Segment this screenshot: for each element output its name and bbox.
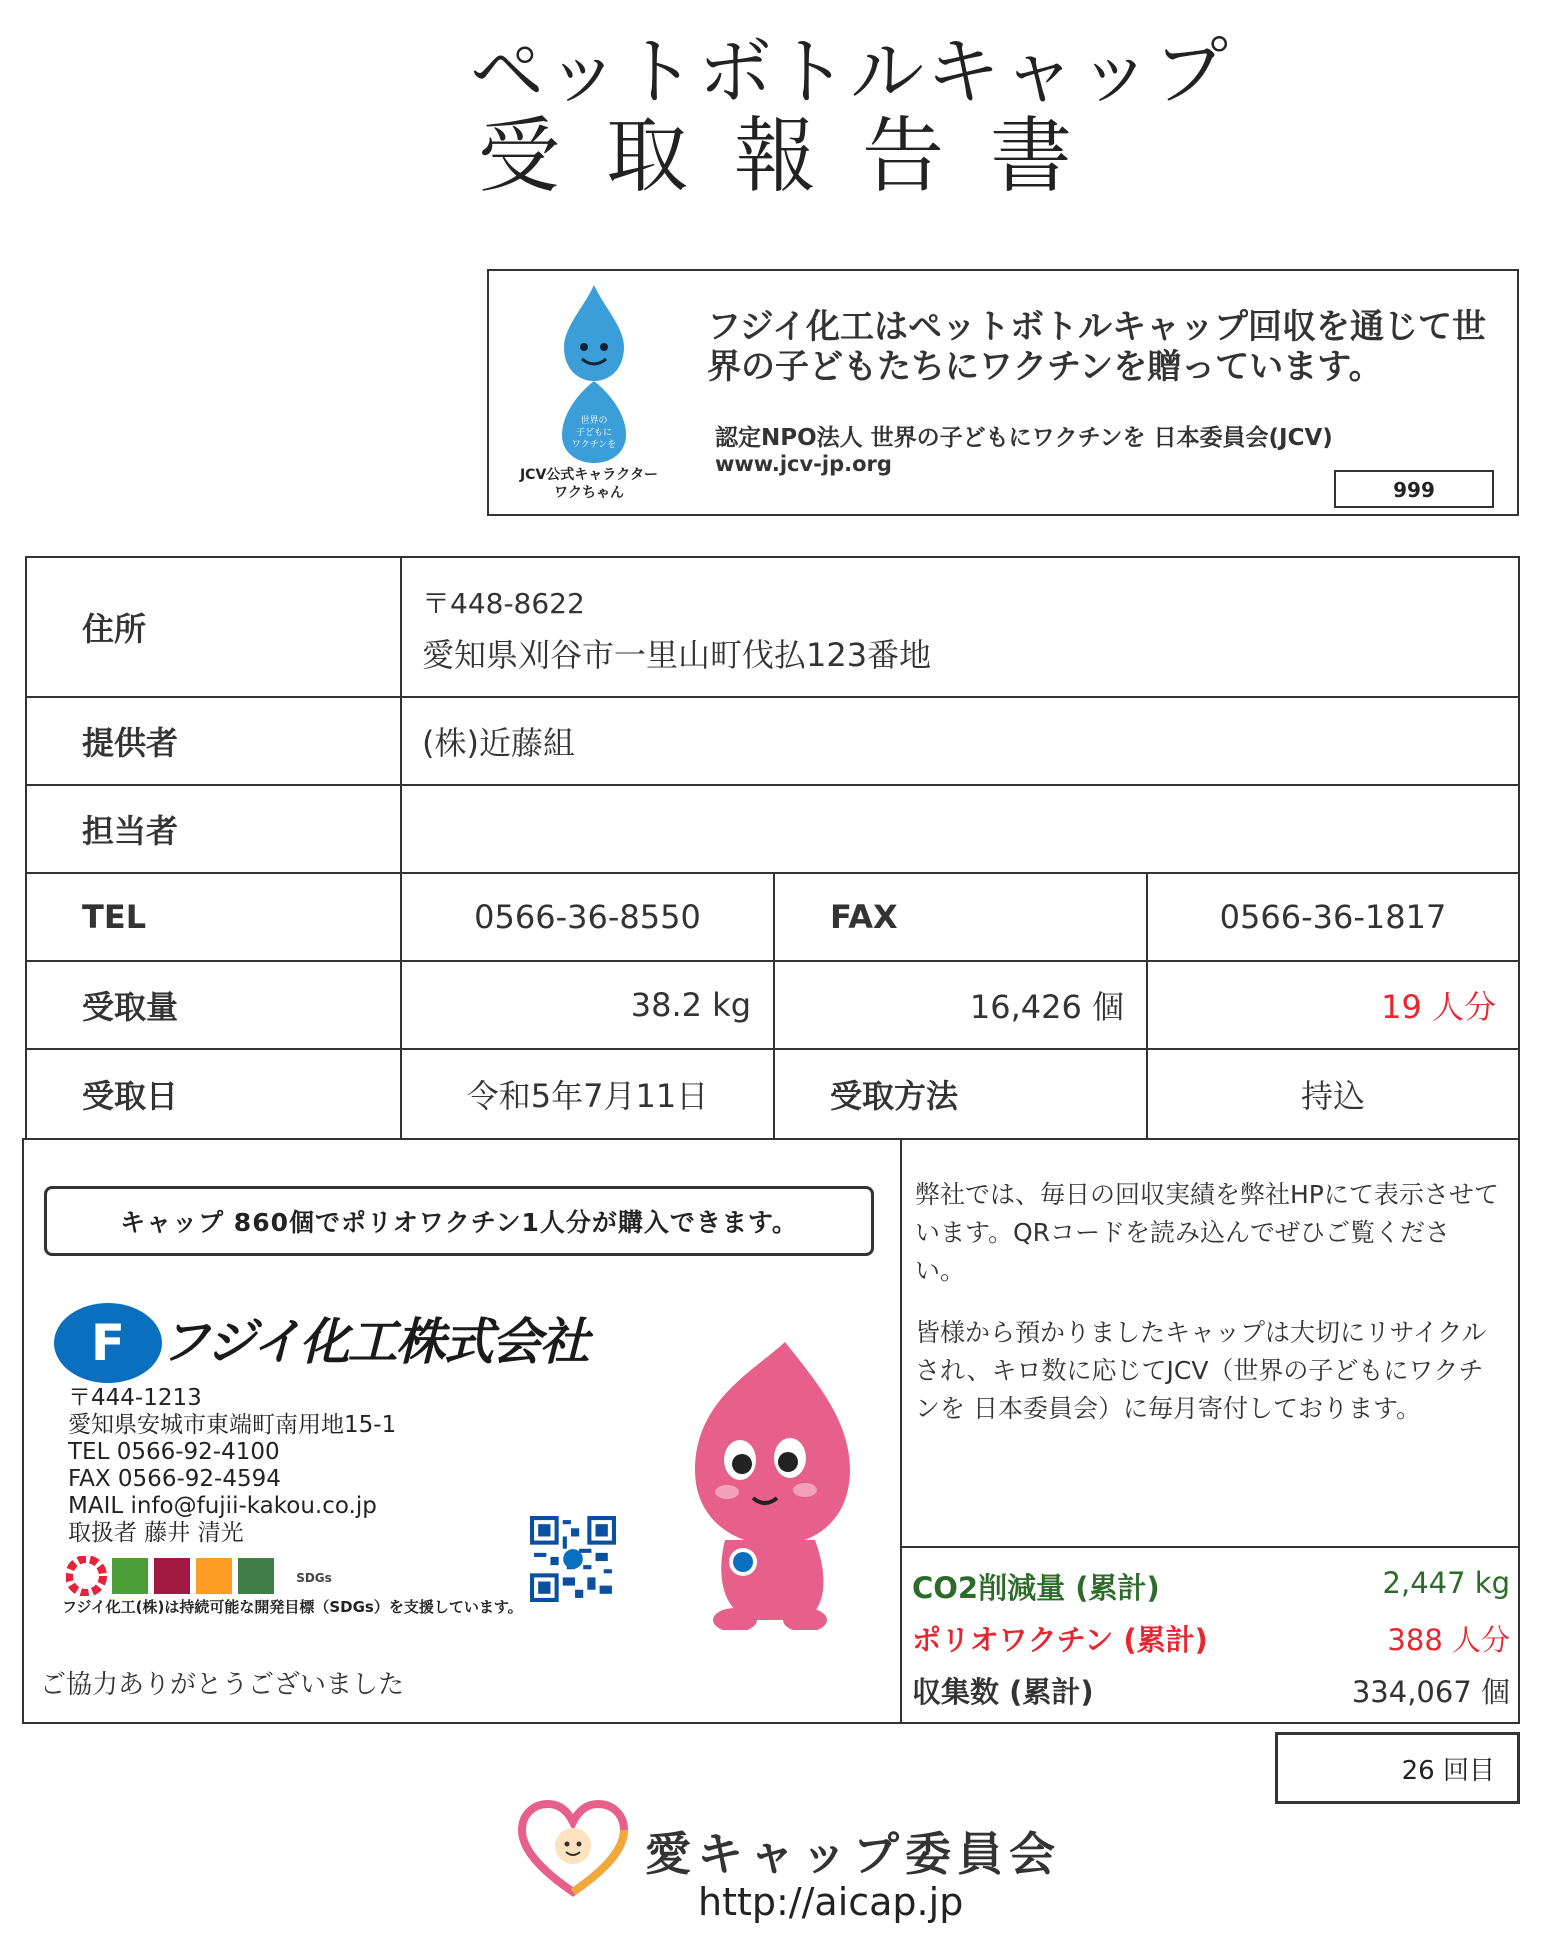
company-handler: 取扱者 藤井 清光 [68,1520,244,1546]
provider-label: 提供者 [25,696,402,786]
co2-value: 2,447 kg [1382,1566,1510,1600]
company-tel: TEL 0566-92-4100 [68,1439,280,1465]
amount-label: 受取量 [25,960,402,1050]
qr-code-icon[interactable] [530,1516,616,1602]
notice-box: キャップ 860個でポリオワクチン1人分が購入できます。 [44,1186,874,1256]
weight-value: 38.2 kg [400,960,775,1050]
svg-text:子どもに: 子どもに [575,428,613,438]
svg-text:SDGs: SDGs [296,1571,332,1585]
pink-mascot-icon [665,1330,865,1630]
date-value: 令和5年7月11日 [400,1048,775,1140]
provider-value: (株)近藤組 [400,696,1520,786]
method-label: 受取方法 [773,1048,1148,1140]
aicap-name: 愛キャップ委員会 [645,1827,1061,1881]
svg-text:世界の: 世界の [580,416,608,426]
company-name: フジイ化工株式会社 [160,1313,588,1371]
jcv-message: フジイ化工はペットボトルキャップ回収を通じて世界の子どもたちにワクチンを贈っています。 [707,307,1486,387]
aicap-heart-icon [518,1800,628,1900]
collected-value: 334,067 個 [1351,1675,1510,1709]
title-line-1: ペットボトルキャップ [470,29,1230,115]
contact-label: 担当者 [25,784,402,874]
company-fax: FAX 0566-92-4594 [68,1466,281,1492]
report-count: 26 回目 [1275,1732,1520,1804]
address-cell [400,556,1520,698]
people-value: 19 人分 [1146,960,1520,1050]
aicap-url[interactable]: http://aicap.jp [698,1880,964,1924]
thanks-message: ご協力ありがとうございました [40,1670,405,1700]
collected-label: 収集数 (累計) [912,1675,1094,1709]
sdgs-caption: フジイ化工(株)は持続可能な開発目標（SDGs）を支援しています。 [62,1598,523,1616]
address-value: 愛知県刈谷市一里山町伐払123番地 [422,636,932,674]
polio-label: ポリオワクチン (累計) [912,1623,1208,1657]
mascot-caption-2: ワクちゃん [554,485,624,501]
contact-value [400,784,1520,874]
company-mail[interactable]: MAIL info@fujii-kakou.co.jp [68,1493,377,1519]
svg-text:ワクチンを: ワクチンを [571,440,617,450]
fax-label: FAX [773,872,1148,962]
jcv-banner [487,269,1519,516]
tel-value: 0566-36-8550 [400,872,775,962]
jcv-number-box: 999 [1334,470,1494,508]
divider [900,1546,1520,1548]
date-label: 受取日 [25,1048,402,1140]
polio-value: 388 人分 [1387,1623,1510,1657]
postal-code: 〒448-8622 [422,587,585,620]
notes-paragraph-2: 皆様から預かりましたキャップは大切にリサイクルされ、キロ数に応じてJCV（世界の子どもにワクチンを 日本委員会）に毎月寄付しております。 [915,1318,1487,1423]
method-value: 持込 [1146,1048,1520,1140]
notes-paragraph-1: 弊社では、毎日の回収実績を弊社HPにて表示させています。QRコードを読み込んでぜひご覧ください。 [915,1180,1499,1285]
fax-value: 0566-36-1817 [1146,872,1520,962]
sdgs-icons [66,1556,366,1596]
svg-text:F: F [90,1314,126,1372]
jcv-mascot-icon [534,277,654,467]
company-address: 愛知県安城市東端町南用地15-1 [68,1412,397,1438]
mascot-caption [509,466,669,502]
tel-label: TEL [25,872,402,962]
company-postal: 〒444-1213 [68,1385,202,1411]
co2-label: CO2削減量 (累計) [912,1571,1160,1605]
title-line-2: 受取報告書 [478,109,1119,204]
jcv-url[interactable]: www.jcv-jp.org [715,452,892,476]
mascot-caption-1: JCV公式キャラクター [519,467,659,483]
jcv-org: 認定NPO法人 世界の子どもにワクチンを 日本委員会(JCV) [715,425,1333,451]
count-value: 16,426 個 [773,960,1148,1050]
address-label: 住所 [25,556,402,698]
fujii-logo-icon [52,1300,164,1386]
